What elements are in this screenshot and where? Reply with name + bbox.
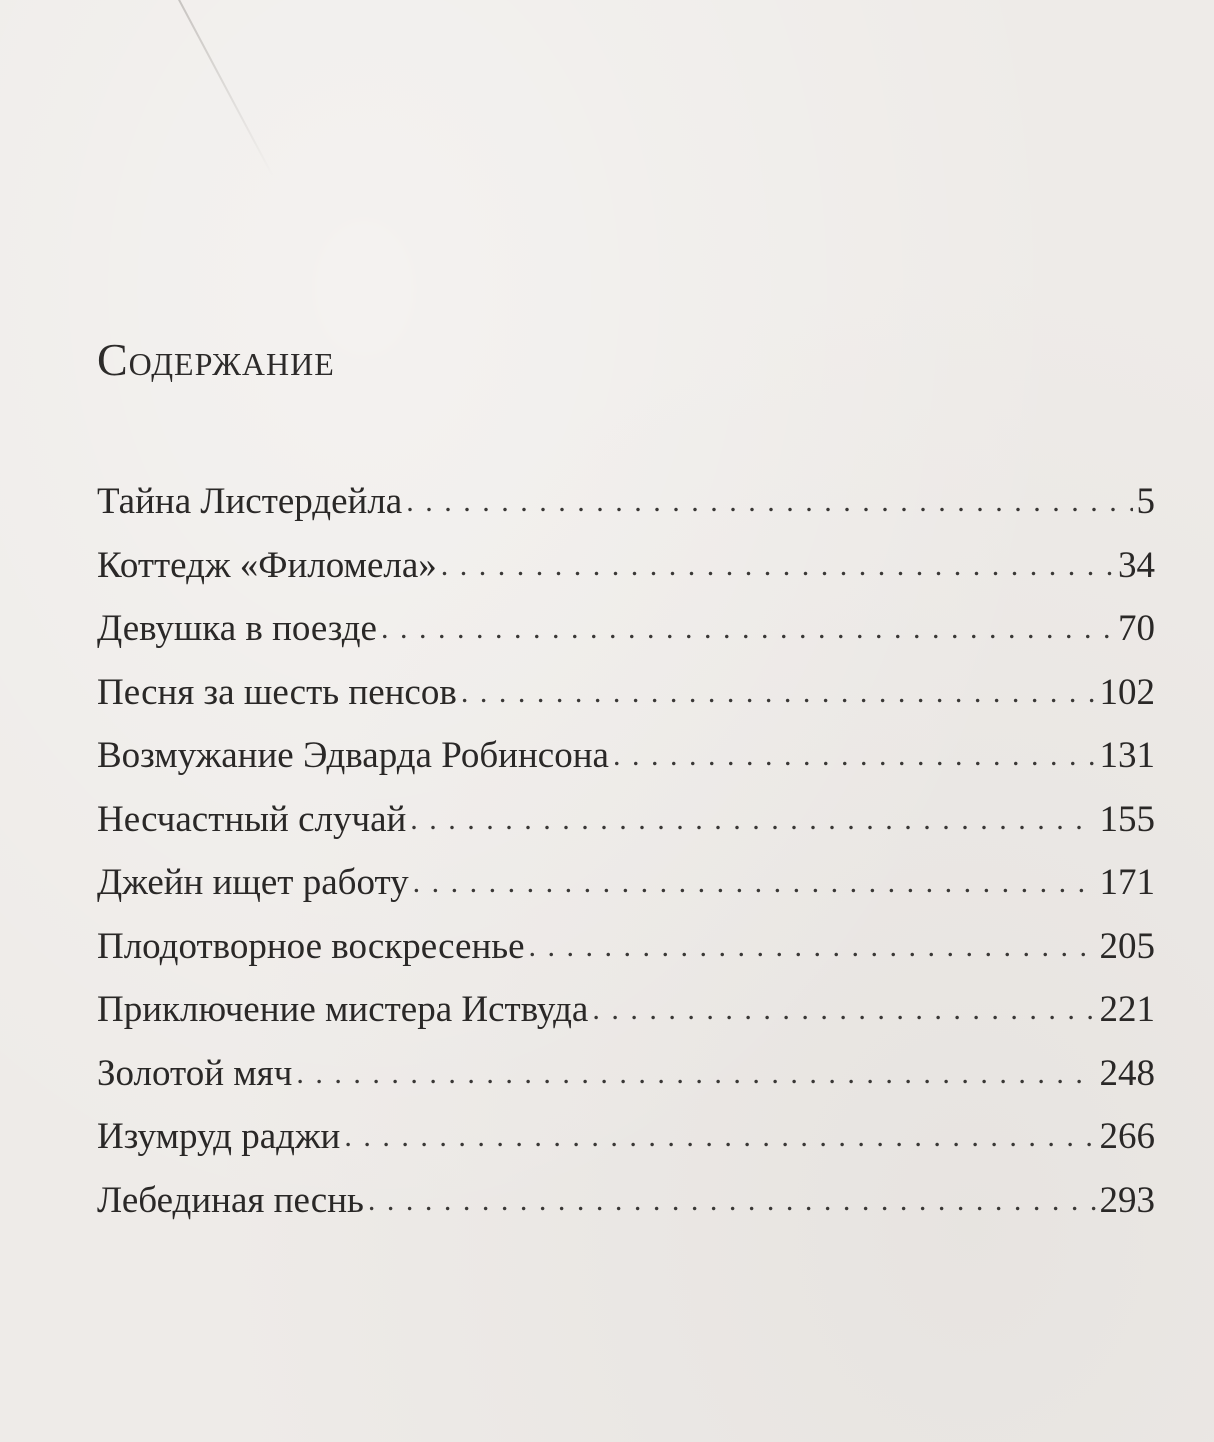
toc-entry-title: Золотой мяч bbox=[97, 1052, 293, 1094]
dot-leader bbox=[613, 724, 1096, 788]
dot-leader bbox=[406, 470, 1132, 534]
toc-entry-title: Изумруд раджи bbox=[97, 1116, 341, 1157]
dot-leader bbox=[410, 788, 1095, 852]
toc-entry-title: Несчастный случай bbox=[97, 798, 407, 840]
toc-entry bbox=[97, 724, 1155, 788]
toc-entry-title: Песня за шесть пенсов bbox=[97, 671, 457, 713]
toc-entry-page: 34 bbox=[1118, 544, 1155, 586]
toc-entry bbox=[97, 1169, 1155, 1233]
toc-entry-page: 221 bbox=[1099, 989, 1155, 1030]
toc-entry-page: 171 bbox=[1099, 862, 1155, 903]
toc-entry bbox=[97, 1105, 1155, 1169]
toc-entry-page: 5 bbox=[1136, 481, 1155, 522]
dot-leader bbox=[296, 1042, 1095, 1106]
dot-leader bbox=[529, 915, 1096, 979]
toc-entry bbox=[97, 534, 1155, 598]
dot-leader bbox=[441, 534, 1114, 598]
toc-entry-page: 131 bbox=[1099, 735, 1155, 776]
table-of-contents bbox=[97, 470, 1155, 1232]
toc-entry bbox=[97, 470, 1155, 534]
toc-entry-title: Тайна Листердейла bbox=[97, 481, 403, 522]
dot-leader bbox=[344, 1105, 1095, 1169]
toc-entry-title: Приключение мистера Иствуда bbox=[97, 989, 589, 1030]
toc-entry-page: 248 bbox=[1099, 1052, 1155, 1094]
toc-entry bbox=[97, 661, 1155, 725]
dot-leader bbox=[413, 851, 1096, 915]
toc-entry bbox=[97, 1042, 1155, 1106]
dot-leader bbox=[368, 1169, 1096, 1233]
toc-entry bbox=[97, 788, 1155, 852]
toc-entry bbox=[97, 851, 1155, 915]
toc-entry-page: 266 bbox=[1099, 1116, 1155, 1157]
toc-entry-title: Плодотворное воскресенье bbox=[97, 925, 525, 967]
toc-entry-page: 70 bbox=[1118, 608, 1155, 649]
toc-entry-title: Коттедж «Филомела» bbox=[97, 544, 437, 586]
contents-heading: Содержание bbox=[97, 334, 335, 385]
toc-entry-page: 205 bbox=[1099, 925, 1155, 967]
toc-entry-page: 293 bbox=[1099, 1179, 1155, 1221]
toc-entry-title: Возмужание Эдварда Робинсона bbox=[97, 735, 609, 776]
dot-leader bbox=[381, 597, 1114, 661]
toc-entry bbox=[97, 915, 1155, 979]
toc-entry-page: 102 bbox=[1099, 671, 1155, 713]
toc-entry-title: Девушка в поезде bbox=[97, 608, 377, 649]
paper-crease bbox=[178, 0, 274, 177]
dot-leader bbox=[592, 978, 1095, 1042]
toc-entry-title: Лебединая песнь bbox=[97, 1179, 364, 1221]
toc-entry-page: 155 bbox=[1099, 798, 1155, 840]
dot-leader bbox=[461, 661, 1096, 725]
toc-entry bbox=[97, 978, 1155, 1042]
toc-entry-title: Джейн ищет работу bbox=[97, 862, 409, 903]
toc-entry bbox=[97, 597, 1155, 661]
